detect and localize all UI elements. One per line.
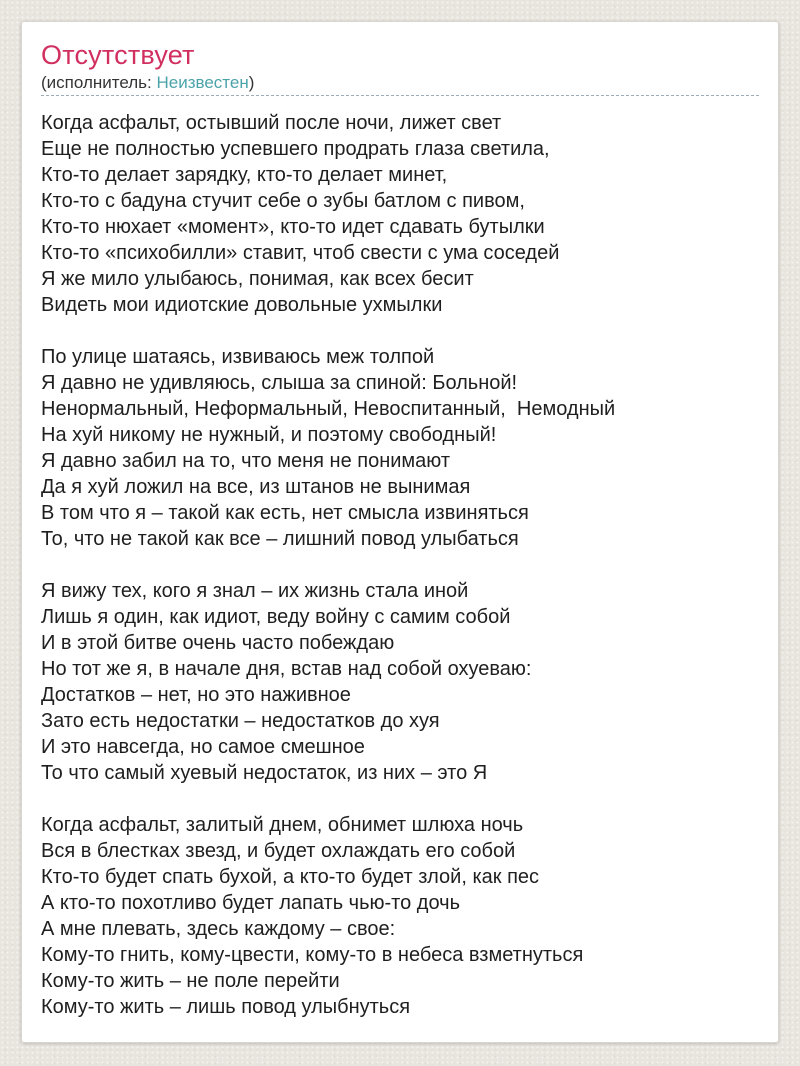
- lyric-line: Я давно забил на то, что меня не понимают: [41, 450, 451, 472]
- lyric-line: А мне плевать, здесь каждому – свое:: [41, 918, 396, 940]
- lyric-line: Кому-то гнить, кому-цвести, кому-то в небеса взметнуться: [41, 944, 584, 966]
- verse-4: [41, 812, 759, 1020]
- lyric-line: Кто-то с бадуна стучит себе о зубы батлом с пивом,: [41, 190, 525, 212]
- verse-2: [41, 344, 759, 552]
- lyric-line: И в этой битве очень часто побеждаю: [41, 632, 395, 654]
- page-background: [0, 21, 800, 1066]
- lyric-line: Я давно не удивляюсь, слыша за спиной: Больной!: [41, 372, 518, 394]
- verse-1: [41, 110, 759, 318]
- lyric-line: В том что я – такой как есть, нет смысла извиняться: [41, 502, 529, 524]
- lyric-line: Кому-то жить – не поле перейти: [41, 970, 340, 992]
- dotted-separator: [41, 95, 759, 96]
- lyric-line: Зато есть недостатки – недостатков до хуя: [41, 710, 440, 732]
- lyric-line: Видеть мои идиотские довольные ухмылки: [41, 294, 443, 316]
- lyric-line: И это навсегда, но самое смешное: [41, 736, 365, 758]
- lyric-line: Лишь я один, как идиот, веду войну с самим собой: [41, 606, 511, 628]
- artist-link[interactable]: Неизвестен: [156, 73, 249, 92]
- lyric-line: Достатков – нет, но это наживное: [41, 684, 351, 706]
- lyric-line: Кто-то делает зарядку, кто-то делает минет,: [41, 164, 448, 186]
- lyric-line: Еще не полностью успевшего продрать глаза светила,: [41, 138, 550, 160]
- lyric-line: Когда асфальт, остывший после ночи, лижет свет: [41, 112, 502, 134]
- lyric-line: Ненормальный, Неформальный, Невоспитанный, Немодный: [41, 398, 616, 420]
- lyric-line: Кто-то нюхает «момент», кто-то идет сдавать бутылки: [41, 216, 545, 238]
- artist-line: [41, 73, 759, 93]
- lyric-line: Я же мило улыбаюсь, понимая, как всех бесит: [41, 268, 474, 290]
- verse-3: [41, 578, 759, 786]
- lyric-line: Я вижу тех, кого я знал – их жизнь стала иной: [41, 580, 469, 602]
- page-title: Отсутствует: [41, 40, 195, 70]
- lyric-line: По улице шатаясь, извиваюсь меж толпой: [41, 346, 435, 368]
- lyric-line: Кто-то будет спать бухой, а кто-то будет злой, как пес: [41, 866, 540, 888]
- lyric-line: Кому-то жить – лишь повод улыбнуться: [41, 996, 411, 1018]
- lyric-line: То, что не такой как все – лишний повод улыбаться: [41, 528, 519, 550]
- artist-label-suffix: ): [248, 73, 255, 92]
- lyric-line: Кто-то «психобилли» ставит, чтоб свести с ума соседей: [41, 242, 560, 264]
- lyrics-text: [41, 110, 759, 1020]
- lyric-line: Когда асфальт, залитый днем, обнимет шлюха ночь: [41, 814, 524, 836]
- lyric-line: На хуй никому не нужный, и поэтому свободный!: [41, 424, 497, 446]
- lyric-line: Да я хуй ложил на все, из штанов не вынимая: [41, 476, 471, 498]
- lyric-line: Вся в блестках звезд, и будет охлаждать его собой: [41, 840, 516, 862]
- lyric-line: А кто-то похотливо будет лапать чью-то дочь: [41, 892, 460, 914]
- artist-label-prefix: (исполнитель:: [41, 73, 157, 92]
- lyric-line: Но тот же я, в начале дня, встав над собой охуеваю:: [41, 658, 532, 680]
- lyric-line: То что самый хуевый недостаток, из них – это Я: [41, 762, 488, 784]
- lyrics-card: [21, 21, 779, 1043]
